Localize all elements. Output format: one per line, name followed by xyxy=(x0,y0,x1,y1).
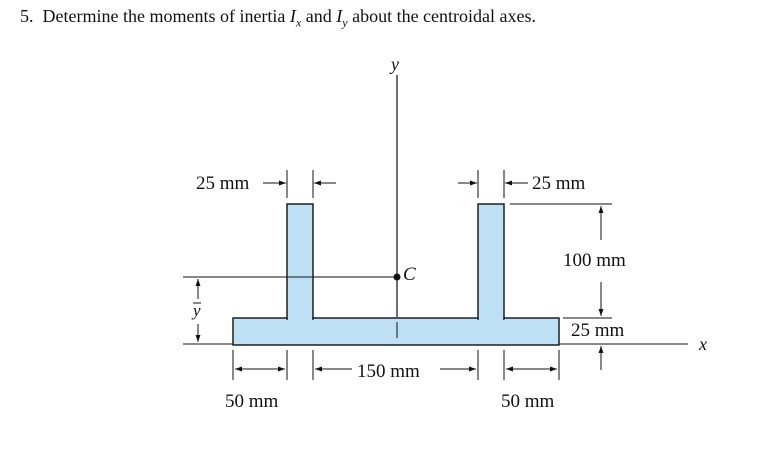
iy-subscript: y xyxy=(342,15,348,30)
bottom-flange xyxy=(233,318,559,345)
centroid-label: C xyxy=(403,264,416,285)
right-upright xyxy=(478,204,504,319)
dim-left-upright-width: 25 mm xyxy=(196,173,250,194)
dim-right-upright-width: 25 mm xyxy=(532,173,586,194)
problem-number: 5. xyxy=(20,6,34,26)
dim-inner-span: 150 mm xyxy=(357,361,420,382)
ix-symbol: I xyxy=(289,6,296,26)
dim-right-overhang: 50 mm xyxy=(501,391,555,412)
left-upright xyxy=(287,204,313,319)
centroid-point xyxy=(394,274,401,281)
ix-subscript: x xyxy=(295,15,302,30)
dim-flange-thickness: 25 mm xyxy=(571,320,625,341)
ybar-label: y xyxy=(193,301,201,320)
iy-symbol: I xyxy=(336,6,343,26)
dim-upright-height: 100 mm xyxy=(563,250,626,271)
problem-conjunction: and xyxy=(305,6,332,26)
problem-text-after: about the centroidal axes. xyxy=(352,6,537,26)
problem-text-before: Determine the moments of inertia xyxy=(42,6,286,26)
dim-left-overhang: 50 mm xyxy=(225,391,279,412)
y-axis-label: y xyxy=(391,54,399,74)
x-axis-label: x xyxy=(699,334,707,354)
